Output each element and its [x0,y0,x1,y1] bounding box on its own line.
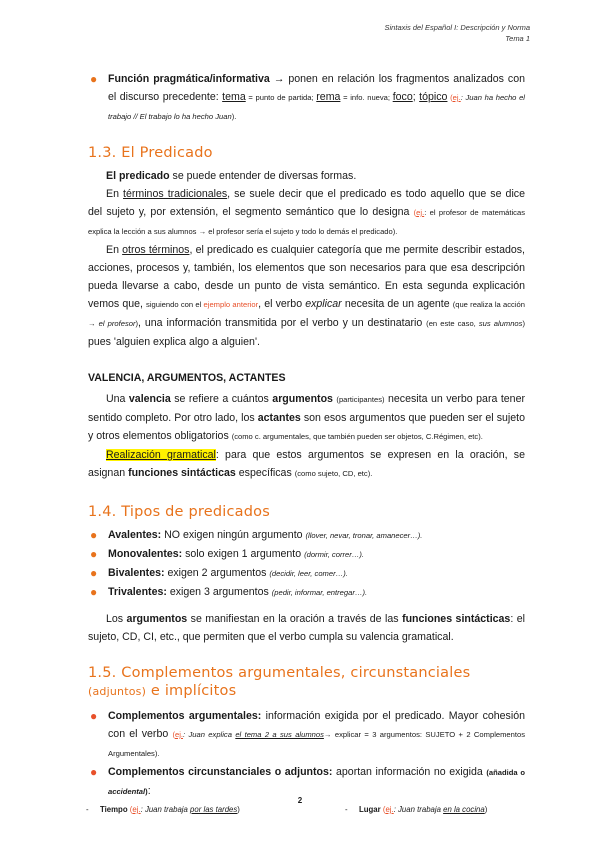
examples: (llover, nevar, tronar, amanecer…). [305,531,423,540]
examples: (dormir, correr…). [304,550,364,559]
example-tiempo [86,803,345,817]
term-argumentos: argumentos [126,613,188,625]
text: pues 'alguien explica algo a alguien'. [88,336,260,348]
paragraph-otros-terminos [88,241,525,351]
section-title-1-5 [88,664,525,701]
header-topic: Tema 1 [505,34,530,43]
list-tipos-predicados [88,526,525,602]
text: sus alumnos [478,319,523,328]
section-title-1-3: 1.3. El Predicado [88,145,213,161]
term-foco: foco [392,91,413,103]
examples: (decidir, leer, comer…). [269,569,348,578]
text: (en este caso, [426,319,479,328]
bullet-funcion-pragmatica [88,70,525,126]
text: específicas [235,467,295,479]
verb-explicar: explicar [305,298,342,310]
term-rema: rema [316,91,341,103]
bullet-dot-icon: ● [90,765,98,779]
text: = info. nueva; [340,93,393,102]
bullet-dot-icon: ● [90,585,98,599]
text: solo exigen 1 argumento [182,548,305,560]
text: se refiere a cuántos [170,393,273,405]
term-predicado: El predicado [106,170,170,182]
example-label: ej. [452,93,461,102]
example-lugar [345,803,487,817]
list-item [88,545,525,564]
text: (como sujeto, CD, etc). [294,469,373,478]
example-label: ej. [416,208,425,217]
paragraph-predicado-intro [88,167,525,185]
text: , una información transmitida por el verbo y un destinatario [138,317,427,329]
text: (adjuntos) [88,685,147,698]
term-topico: tópico [419,91,448,103]
text: ) [237,805,240,814]
text: = punto de partida; [245,93,317,102]
text: : para que estos argumentos se expresen en la oración, se asignan [88,449,525,479]
term: Avalentes: [108,529,162,541]
highlighted-term-realizacion-gramatical: Realización gramatical [106,449,216,461]
term-funciones-sintacticas: funciones sintácticas [402,613,511,625]
dash-icon: - [345,805,348,814]
text: exigen 2 argumentos [164,567,270,579]
text: En [106,188,124,200]
term: Complementos argumentales: [108,710,262,722]
text: , se suele decir que el predicado es todo aquello que se dice del sujeto y, por extensión, el segmento semántico que lo designa [88,188,525,218]
text: el tema 2 a sus alumnos [235,730,324,739]
text: (añadida o [486,768,526,777]
text: ). [231,112,237,121]
examples-circunstanciales [86,803,525,817]
term-actantes: actantes [257,412,301,424]
bullet-dot-icon: ● [90,566,98,580]
text: → explicar = 3 argumentos: SUJETO + 2 Complementos Argumentales). [108,730,526,758]
text: : [147,785,151,797]
header-course-title: Sintaxis del Español I: Descripción y Norma [384,23,530,32]
text: ( [382,805,386,814]
text: : el sujeto, CD, CI, etc., que permiten que el verbo cumpla su valencia gramatical. [88,613,525,643]
bullet-dot-icon: ● [90,547,98,561]
term-funcion-pragmatica: Función pragmática/informativa [108,73,270,85]
term: Monovalentes: [108,548,183,560]
paragraph-argumentos-funciones [88,610,525,646]
term-otros-terminos: otros términos [122,244,190,256]
text: el profesor [98,319,136,328]
text: aportan información no exigida [332,766,487,778]
term-valencia: valencia [128,393,171,405]
example-label: ej. [132,805,141,814]
example-text: : Juan ha hecho el trabajo // El trabajo lo ha hecho Juan [108,93,525,121]
text: ) [145,787,148,796]
text: ) [135,319,139,328]
bullet-dot-icon: ● [90,528,98,542]
text: : Juan trabaja [393,805,444,814]
paragraph-realizacion-gramatical [88,446,525,483]
term-argumentos: argumentos [272,393,333,405]
section-title-1-4: 1.4. Tipos de predicados [88,504,270,520]
text: (participantes) [336,395,385,404]
term-funciones-sintacticas: funciones sintácticas [128,467,236,479]
text: ( [413,208,417,217]
text: , el predicado es cualquier categoría que me permite describir estados, acciones, procesos y, también, los elementos que son necesarios para que esa descripción pueda llevarse a cabo, desde un punto de vista semántico. En esta segunda explicación vemos que, [88,244,525,310]
example-text: : el profesor de matemáticas explica la lección a sus alumnos → el profesor sería el sujeto y todo lo demás el predicado). [88,208,525,236]
text: son esos argumentos que pueden ser el sujeto y otros elementos obligatorios [88,412,525,442]
text: accidental [108,787,146,796]
term-tema: tema [222,91,246,103]
paragraph-valencia [88,390,525,446]
text: e implícitos [146,683,237,699]
bullet-dot-icon: ● [90,72,98,86]
text: (que realiza la acción → [88,300,525,328]
text: ) [484,805,488,814]
page-number: 2 [297,796,303,805]
text: , el verbo [258,298,306,310]
text: ( [447,93,453,102]
text: Tiempo [100,805,130,814]
page-body [88,70,525,817]
text: ; [412,91,420,103]
text: Lugar [359,805,383,814]
term: Bivalentes: [108,567,165,579]
example-label: ej. [174,730,183,739]
term-terminos-tradicionales: términos tradicionales [123,188,228,200]
text: En [106,244,123,256]
list-item [88,583,525,602]
text: ( [129,805,133,814]
bullet-dot-icon: ● [90,709,98,723]
example-label: ej. [385,805,394,814]
text: se manifiestan en la oración a través de las [187,613,403,625]
text: siguiendo con el [146,300,204,309]
text: → ponen en relación los fragmentos analizados con el discurso precedente: [108,73,526,103]
text: : Juan trabaja [140,805,191,814]
text: : Juan explica [183,730,236,739]
dash-icon: - [86,805,89,814]
text: se puede entender de diversas formas. [169,170,357,182]
text: necesita un verbo para tener sentido completo. Por otro lado, los [88,393,525,424]
paragraph-terminos-tradicionales [88,185,525,241]
text: Una [106,393,129,405]
text: 1.5. Complementos argumentales, circunstanciales [88,665,471,681]
text: necesita de un agente [341,298,453,310]
text: por las tardes [190,805,238,814]
term: Trivalentes: [108,586,167,598]
text: en la cocina [443,805,485,814]
text: ) [522,319,525,328]
term: Complementos circunstanciales o adjuntos: [108,766,333,778]
examples: (pedir, informar, entregar…). [271,588,368,597]
list-item [88,526,525,545]
reference-ejemplo-anterior: ejemplo anterior [203,300,259,309]
running-header [385,22,530,44]
list-item [88,564,525,583]
text: NO exigen ningún argumento [161,529,306,541]
text: información exigida por el predicado. Mayor cohesión con el verbo [108,710,525,740]
bullet-complementos-argumentales [88,707,525,763]
text: ( [172,730,175,739]
text: (como c. argumentales, que también pueden ser objetos, C.Régimen, etc). [231,432,483,441]
text: exigen 3 argumentos [166,586,272,598]
subheading-valencia: VALENCIA, ARGUMENTOS, ACTANTES [88,372,286,384]
text: Los [106,613,127,625]
